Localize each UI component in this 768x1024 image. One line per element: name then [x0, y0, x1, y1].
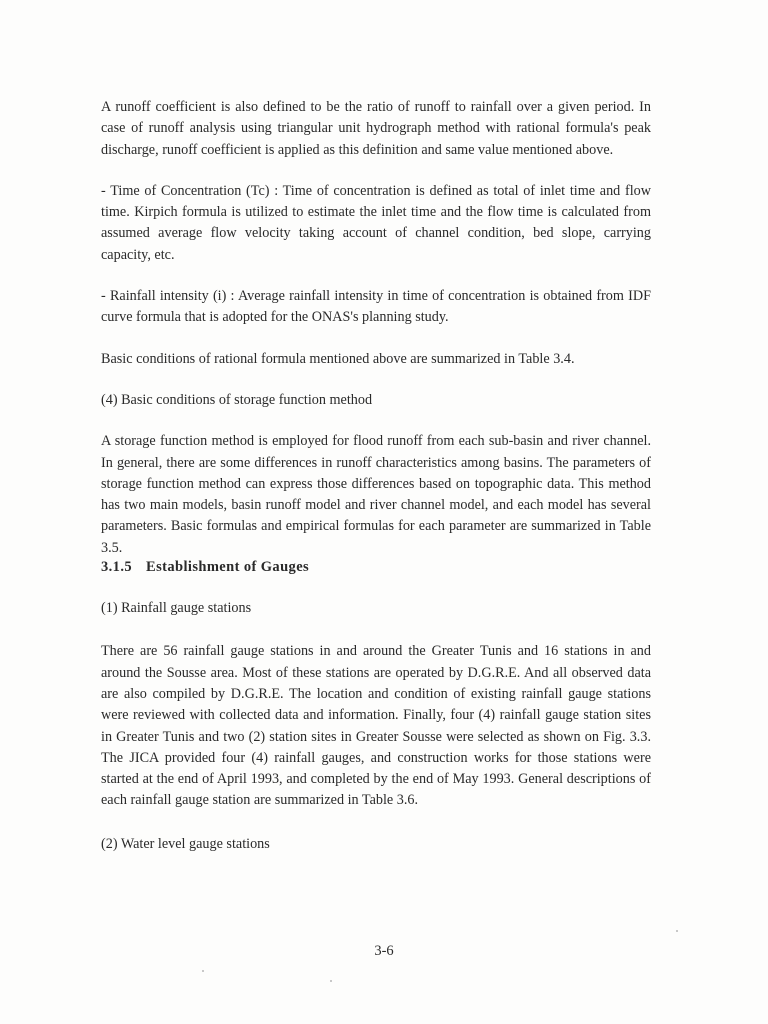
section-heading — [101, 559, 651, 576]
scan-speck — [676, 930, 678, 932]
scan-speck — [202, 970, 204, 972]
page-number: 3-6 — [374, 943, 394, 959]
paragraph-rainfall-intensity: - Rainfall intensity (i) : Average rainfall intensity in time of concentration is obtained from IDF curve formula that is adopted for the ONAS's planning study. — [101, 288, 651, 326]
paragraph-rainfall-gauge-stations: There are 56 rainfall gauge stations in and around the Greater Tunis and 16 stations in and around the Sousse area. Most of these stations are operated by D.G.R.E. And all observed data are also compiled by D.G.R.E. The location and condition of existing rainfall gauge stations were reviewed with collected data and information. Finally, four (4) rainfall gauge station sites in Greater Tunis and two (2) station sites in Greater Sousse were selected as shown on Fig. 3.3. The JICA provided four (4) rainfall gauges, and construction works for those stations were started at the end of April 1993, and completed by the end of May 1993. General descriptions of each rainfall gauge station are summarized in Table 3.6. — [101, 643, 651, 809]
page-body — [101, 97, 651, 855]
subheading-rainfall-gauge: (1) Rainfall gauge stations — [101, 600, 252, 617]
paragraph-storage-function-method: A storage function method is employed for flood runoff from each sub-basin and river channel. In general, there are some differences in runoff characteristics among basins. The parameters of storage function method can express those differences based on topographic data. This method has two main models, basin runoff model and river channel model, and each model has several parameters. Basic formulas and empirical formulas for each parameter are summarized in Table 3.5. — [101, 433, 651, 556]
section-title: Establishment of Gauges — [146, 559, 310, 576]
subheading-water-level-gauge: (2) Water level gauge stations — [101, 835, 270, 852]
scan-speck — [330, 980, 332, 982]
subheading-storage-function: (4) Basic conditions of storage function method — [101, 391, 373, 408]
paragraph-time-of-concentration: - Time of Concentration (Tc) : Time of concentration is defined as total of inlet time and flow time. Kirpich formula is utilized to estimate the inlet time and the flow time is calculated from assumed average flow velocity taking account of channel condition, bed slope, carrying capacity, etc. — [101, 182, 651, 263]
paragraph-runoff-coefficient: A runoff coefficient is also defined to be the ratio of runoff to rainfall over a given period. In case of runoff analysis using triangular unit hydrograph method with rational formula's peak discharge, runoff coefficient is applied as this definition and same value mentioned above. — [101, 99, 651, 158]
section-number: 3.1.5 — [101, 559, 132, 576]
paragraph-rational-formula-summary: Basic conditions of rational formula mentioned above are summarized in Table 3.4. — [101, 350, 575, 367]
